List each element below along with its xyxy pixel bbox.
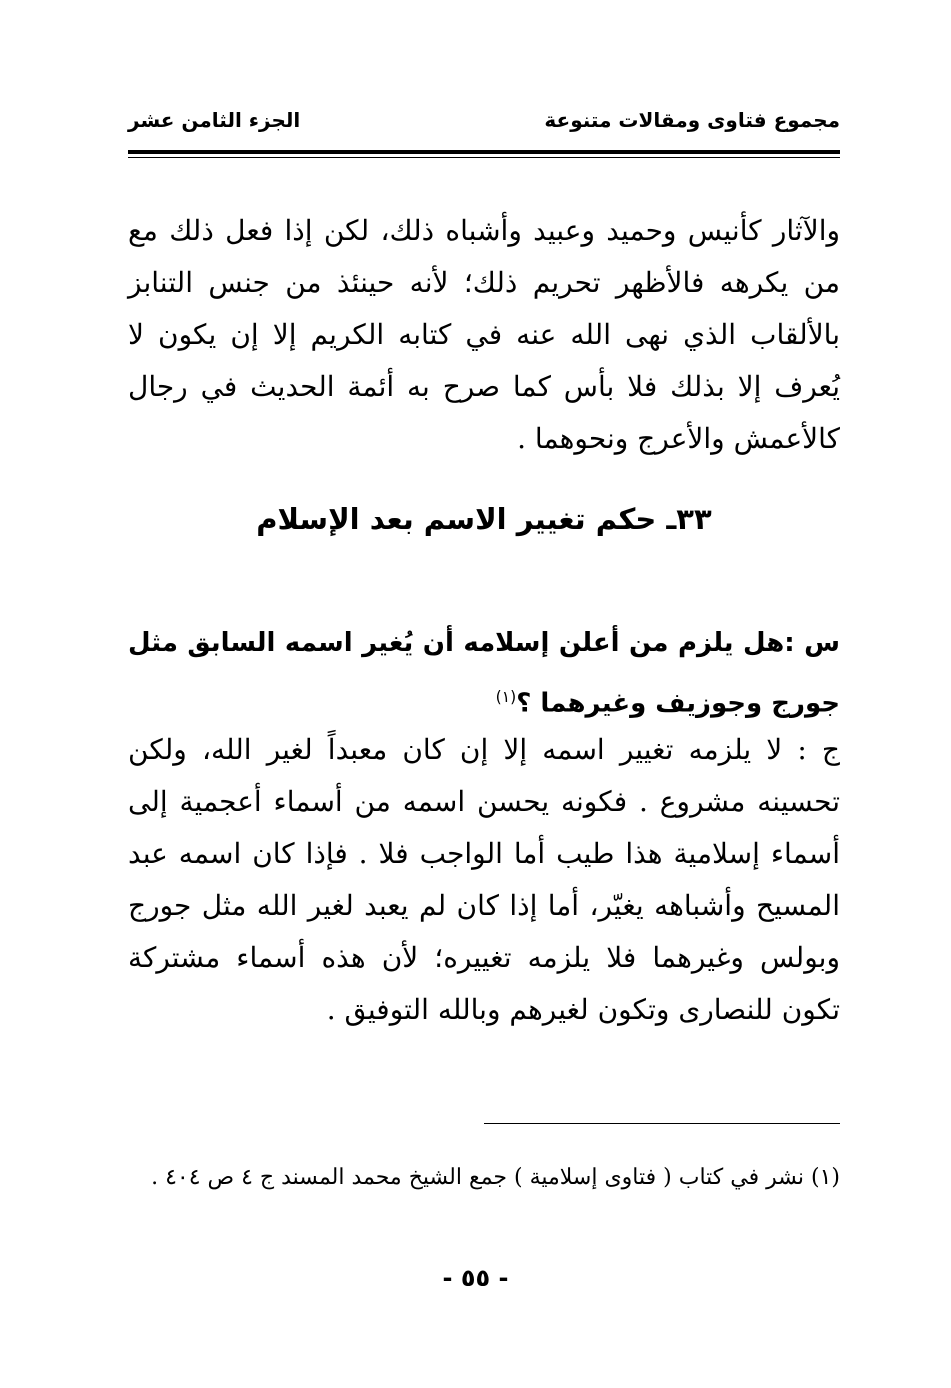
page-number: - ٥٥ - bbox=[442, 1264, 509, 1292]
intro-paragraph: والآثار كأنيس وحميد وعبيد وأشباه ذلك، لكن إذا فعل ذلك مع من يكرهه فالأظهر تحريم ذلك؛ لأنه حينئذ من جنس التنابز بالألقاب الذي نهى الله عنه في كتابه الكريم إلا إن يكون لا يُعرف إلا بذلك فلا بأس كما صرح به أئمة الحديث في رجال كالأعمش والأعرج ونحوهما . bbox=[128, 214, 840, 455]
header-book-title: مجموع فتاوى ومقالات متنوعة bbox=[544, 108, 840, 132]
answer-paragraph: ج : لا يلزمه تغيير اسمه إلا إن كان معبداً لغير الله، ولكن تحسينه مشروع . فكونه يحسن اسمه من أسماء أعجمية إلى أسماء إسلامية هذا طيب أما الواجب فلا . فإذا كان اسمه عبد المسيح وأشباهه يغيّر، أما إذا كان لم يعبد لغير الله مثل جورج وبولس وغيرهما فلا يلزمه تغييره؛ لأن هذه أسماء مشتركة تكون للنصارى وتكون لغيرهم وبالله التوفيق . bbox=[128, 733, 840, 1026]
header-rule bbox=[128, 150, 840, 158]
footnote: (١) نشر في كتاب ( فتاوى إسلامية ) جمع الشيخ محمد المسند ج ٤ ص ٤٠٤ . bbox=[151, 1165, 840, 1190]
section-heading: ٣٣ـ حكم تغيير الاسم بعد الإسلام bbox=[256, 502, 712, 536]
header-volume-title: الجزء الثامن عشر bbox=[128, 108, 301, 132]
question-paragraph bbox=[128, 616, 840, 731]
running-header bbox=[128, 108, 840, 132]
question-text: س :هل يلزم من أعلن إسلامه أن يُغير اسمه السابق مثل جورج وجوزيف وغيرهما ؟ bbox=[128, 628, 840, 719]
footnote-marker: (١) bbox=[495, 688, 517, 706]
footnote-rule bbox=[484, 1123, 840, 1124]
